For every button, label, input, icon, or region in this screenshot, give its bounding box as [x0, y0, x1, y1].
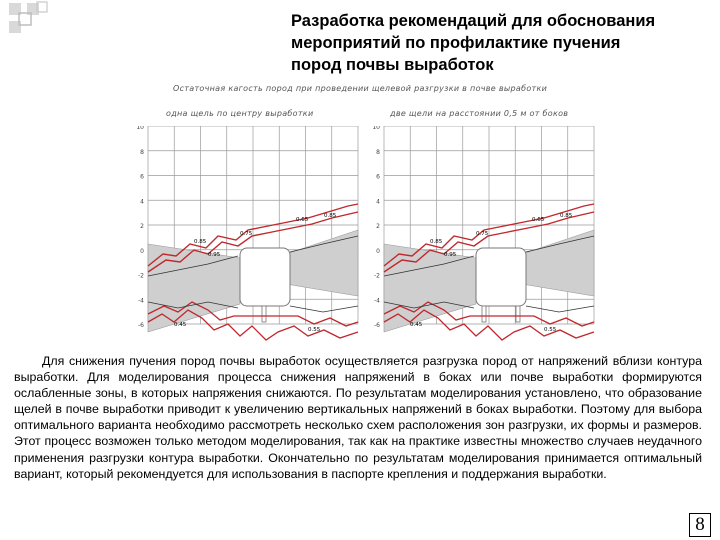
- contour-value-label: 0.55: [308, 327, 321, 333]
- y-tick-label: 10: [136, 126, 144, 131]
- title-line-1: Разработка рекомендаций для обоснования: [291, 12, 656, 30]
- y-tick-label: 8: [140, 148, 144, 156]
- y-tick-label: 4: [140, 198, 144, 206]
- y-tick-label: -4: [374, 297, 380, 305]
- y-tick-label: 2: [376, 223, 380, 230]
- y-tick-label: -2: [138, 272, 144, 280]
- y-tick-label: -2: [374, 272, 380, 280]
- decorative-squares: [0, 0, 60, 40]
- contour-value-label: 0.65: [296, 217, 309, 223]
- contour-value-label: 0.75: [476, 231, 489, 237]
- body-paragraph: Для снижения пучения пород почвы выработок осуществляется разгрузка пород от напряжений вблизи контура выработки. Для моделирования процесса снижения напряжений в боках или почве выработки формируются ослабленные зоны, в которых напряжения снижаются. По результатам моделирования установлено, что образование щелей в почве выработки приводит к увеличению вертикальных напряжений в боках выработки. Поэтому для выбора оптимального варианта необходимо рассмотреть несколько схем расположения зон разгрузки, их формы и размеров. Этот процесс возможен только методом моделирования, так как на практике известны множество случаев неудачного применения разгрузки контура выработки. Окончательно по результатам моделирования принимается оптимальный вариант, который рекомендуется для использования в паспорте крепления и поддержания выработки.: [14, 354, 702, 481]
- y-tick-label: -4: [138, 297, 144, 305]
- contour-value-label: 0.85: [194, 239, 207, 245]
- relief-slot: [516, 306, 520, 322]
- contour-value-label: 0.85: [430, 239, 443, 245]
- contour-value-label: 0.95: [444, 252, 457, 258]
- contour-value-label: 0.65: [532, 217, 545, 223]
- y-tick-label: 8: [376, 148, 380, 156]
- excavation-opening: [240, 248, 290, 306]
- relief-slot: [482, 306, 486, 322]
- left-plot-caption: одна щель по центру выработки: [166, 109, 314, 118]
- y-tick-label: 6: [140, 173, 144, 181]
- contour-value-label: 0.85: [324, 213, 337, 219]
- y-tick-label: 4: [376, 198, 380, 206]
- plot-1: [136, 126, 358, 340]
- slide-title: [291, 10, 711, 76]
- stress-modeling-figure: [118, 82, 598, 347]
- excavation-opening: [476, 248, 526, 306]
- y-tick-label: 0: [376, 247, 380, 255]
- y-tick-label: 2: [140, 223, 144, 230]
- contour-value-label: 0.85: [560, 213, 573, 219]
- y-tick-label: -6: [374, 322, 380, 329]
- title-line-3: пород почвы выработок: [291, 56, 494, 74]
- right-plot-caption: две щели на расстоянии 0,5 м от боков: [390, 109, 569, 118]
- contour-value-label: 0.75: [240, 231, 253, 237]
- stress-zone-right: [522, 230, 594, 296]
- y-tick-label: -6: [138, 322, 144, 329]
- y-tick-label: 0: [140, 247, 144, 255]
- contour-value-label: 0.45: [410, 322, 423, 328]
- title-line-2: мероприятий по профилактике пучения: [291, 34, 621, 52]
- contour-value-label: 0.55: [544, 327, 557, 333]
- relief-slot: [262, 306, 266, 322]
- page-number: 8: [689, 513, 711, 537]
- y-tick-label: 10: [372, 126, 380, 131]
- plot-2: [372, 126, 594, 340]
- y-tick-label: 6: [376, 173, 380, 181]
- figure-heading: Остаточная кагость пород при проведении щелевой разгрузки в почве выработки: [173, 84, 548, 93]
- contour-value-label: 0.45: [174, 322, 187, 328]
- contour-value-label: 0.95: [208, 252, 221, 258]
- contour-plots: [118, 126, 598, 346]
- stress-zone-right: [286, 230, 358, 296]
